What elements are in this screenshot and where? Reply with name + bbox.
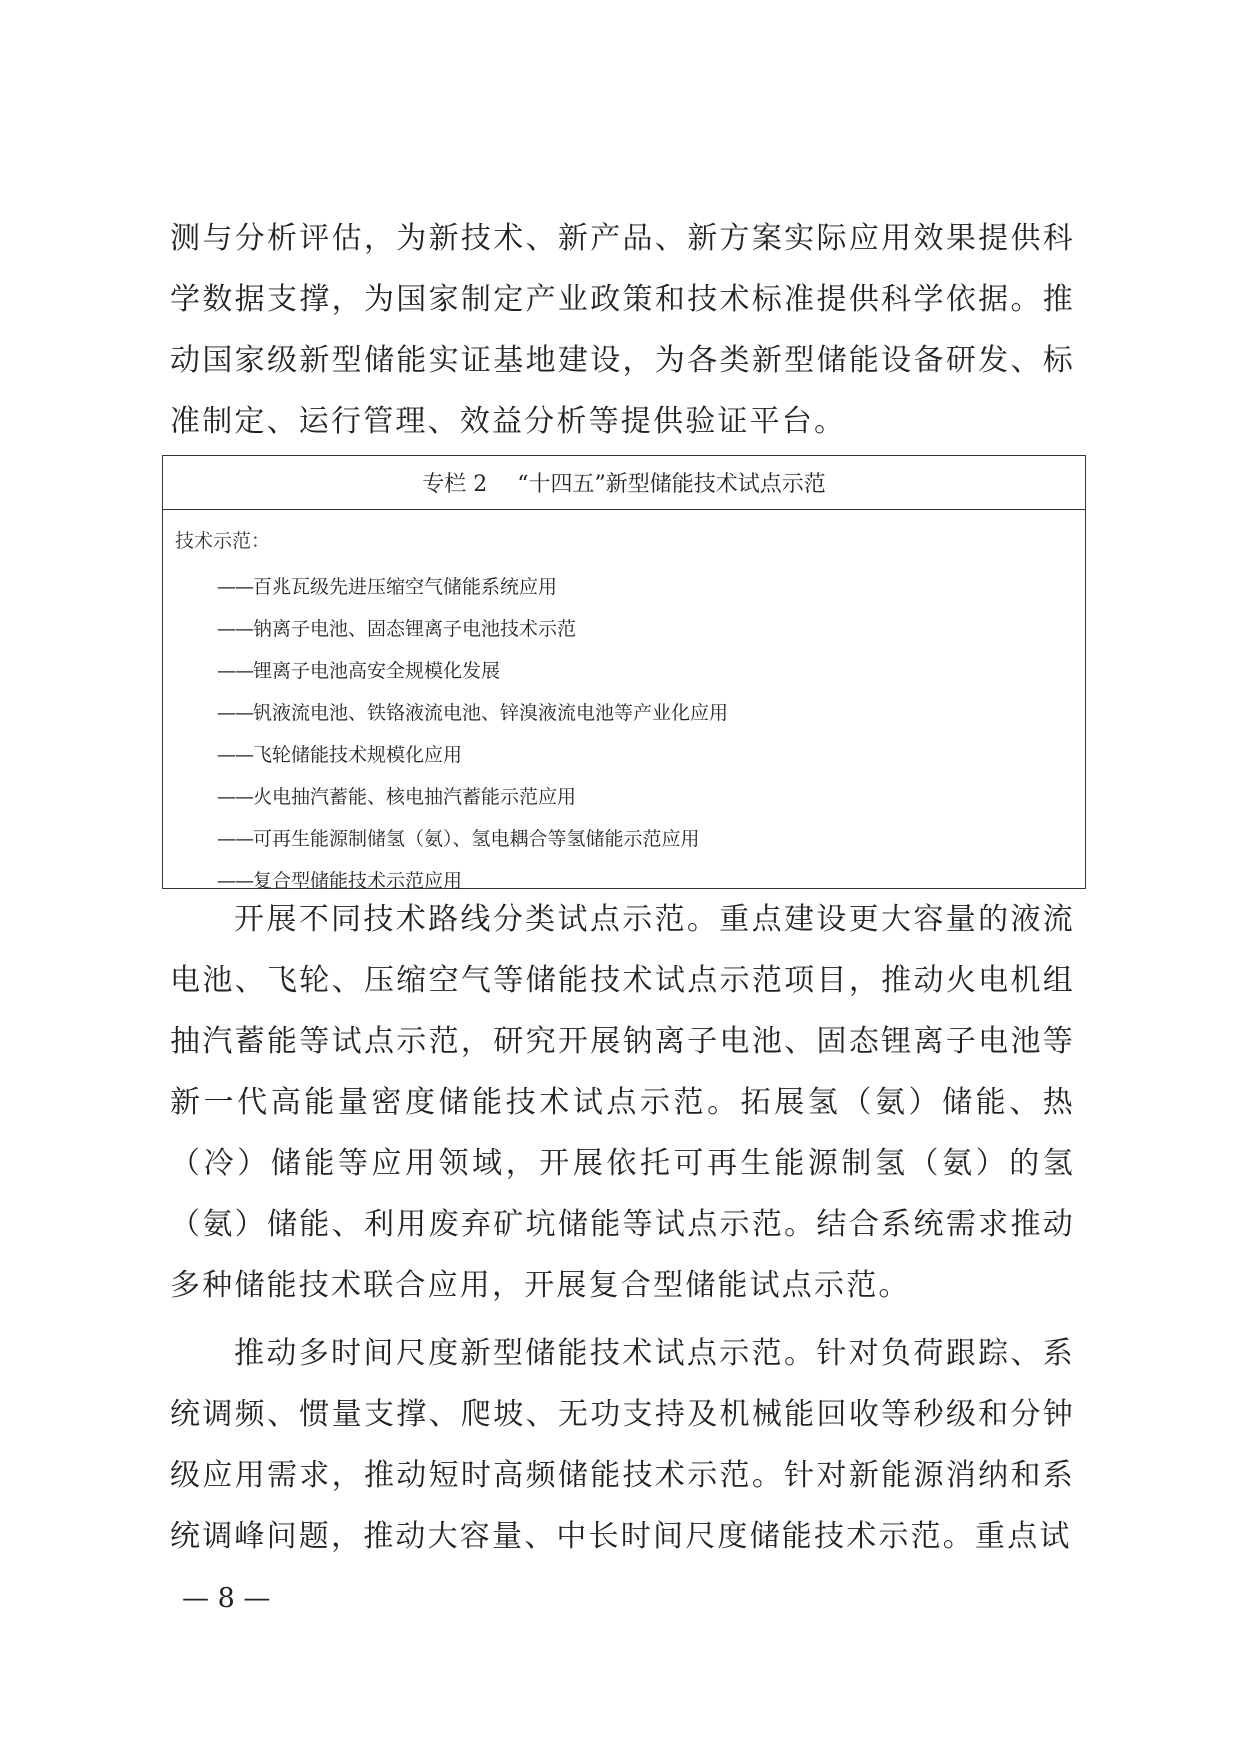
list-item: ——钒液流电池、铁铬液流电池、锌溴液流电池等产业化应用 (217, 702, 729, 724)
list-item: ——百兆瓦级先进压缩空气储能系统应用 (217, 576, 558, 598)
list-item: ——飞轮储能技术规模化应用 (217, 744, 463, 766)
dash-mark: —— (217, 828, 253, 850)
column-box-title: “十四五”新型储能技术试点示范 (517, 472, 826, 497)
body-paragraph-3: 推动多时间尺度新型储能技术试点示范。针对负荷跟踪、系统调频、惯量支撑、爬坡、无功支持及机械能回收等秒级和分钟级应用需求，推动短时高频储能技术示范。针对新能源消纳和系统调峰问题，推动大容量、中长时间尺度储能技术示范。重点试 (170, 1336, 1075, 1554)
dash-mark: —— (217, 576, 253, 598)
dash-mark: —— (217, 870, 253, 892)
body-paragraph-1: 测与分析评估，为新技术、新产品、新方案实际应用效果提供科学数据支撑，为国家制定产业政策和技术标准提供科学依据。推动国家级新型储能实证基地建设，为各类新型储能设备研发、标准制定、运行管理、效益分析等提供验证平台。 (170, 221, 1075, 439)
column-box-list (175, 566, 1085, 902)
body-paragraph-2: 开展不同技术路线分类试点示范。重点建设更大容量的液流电池、飞轮、压缩空气等储能技术试点示范项目，推动火电机组抽汽蓄能等试点示范，研究开展钠离子电池、固态锂离子电池等新一代高能量密度储能技术试点示范。拓展氢（氨）储能、热（冷）储能等应用领域，开展依托可再生能源制氢（氨）的氢（氨）储能、利用废弃矿坑储能等试点示范。结合系统需求推动多种储能技术联合应用，开展复合型储能试点示范。 (170, 902, 1075, 1303)
list-item: ——复合型储能技术示范应用 (217, 870, 463, 892)
list-item: ——可再生能源制储氢（氨）、氢电耦合等氢储能示范应用 (217, 828, 700, 850)
column-box-subtitle: 技术示范： (175, 530, 271, 552)
list-item: ——钠离子电池、固态锂离子电池技术示范 (217, 618, 577, 640)
dash-mark: —— (217, 660, 253, 682)
dash-mark: —— (217, 786, 253, 808)
column-box-tag: 专栏 2 (422, 472, 488, 497)
dash-mark: —— (217, 744, 253, 766)
page-number: — 8 — (182, 1583, 271, 1614)
column-box (162, 455, 1086, 892)
dash-mark: —— (217, 618, 253, 640)
list-item: ——火电抽汽蓄能、核电抽汽蓄能示范应用 (217, 786, 577, 808)
list-item: ——锂离子电池高安全规模化发展 (217, 660, 501, 682)
dash-mark: —— (217, 702, 253, 724)
column-box-body (163, 510, 1085, 902)
column-box-header (163, 456, 1085, 510)
